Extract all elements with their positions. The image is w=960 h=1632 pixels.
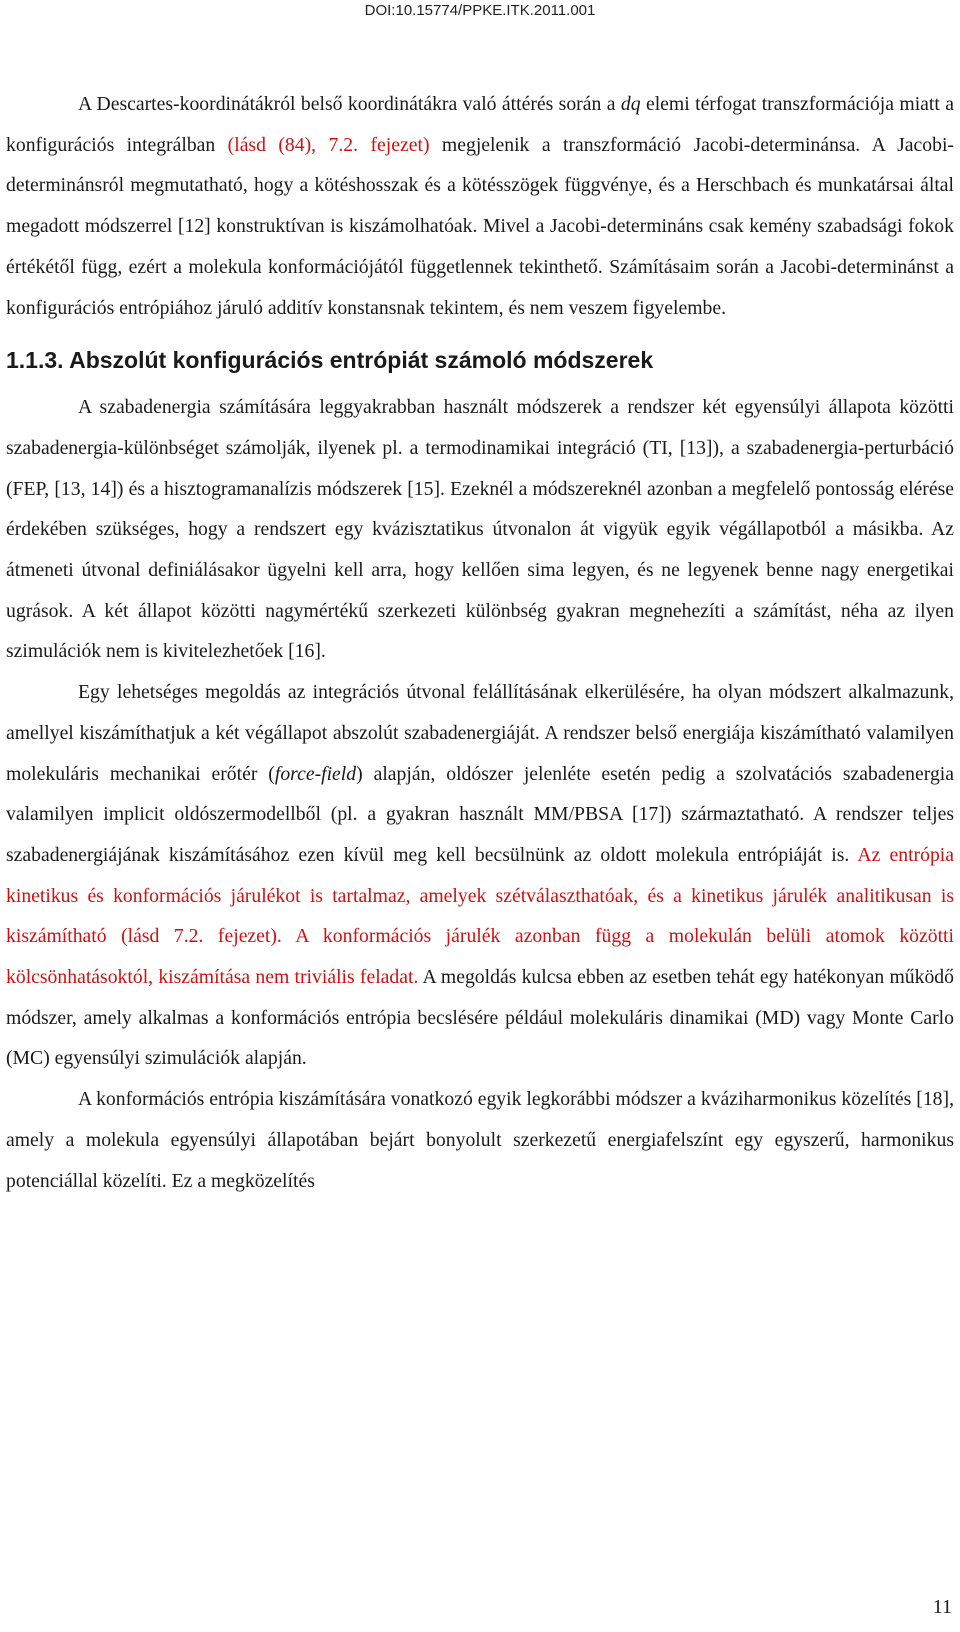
- text-run: 1.1.3. Abszolút konfigurációs entrópiát számoló módszerek: [6, 347, 654, 374]
- text-run: megjelenik a transzformáció Jacobi-determinánsa. A Jacobi-determinánsról megmutatható, hogy a kötéshosszak és a kötésszögek függvénye, és a Herschbach és munkatársai által megadott módszerrel [12] konstruktívan is kiszámolhatóak. Mivel a Jacobi-determináns csak kemény szabadsági fokok értékétől függ, ezért a molekula konformációjától függetlennek tekinthető. Számításaim során a Jacobi-determinánst a konfigurációs entrópiához járuló additív konstansnak tekintem, és nem veszem figyelembe.: [6, 133, 954, 319]
- document-body: [6, 84, 954, 1201]
- page-number: 11: [932, 1596, 952, 1618]
- text-run: elemi térfogat transzformációja miatt a konfigurációs integrálban: [6, 93, 954, 156]
- paragraph: [6, 387, 954, 672]
- section-heading: [6, 340, 954, 380]
- text-run: force-field: [274, 762, 357, 785]
- text-run: A Descartes-koordinátákról belső koordinátákra való áttérés során a: [78, 93, 621, 115]
- doi-header: DOI:10.15774/PPKE.ITK.2011.001: [364, 2, 596, 19]
- paragraph: [6, 672, 954, 1079]
- paragraph: [6, 1079, 954, 1201]
- text-run: A konformációs entrópia kiszámítására vonatkozó egyik legkorábbi módszer a kváziharmonikus közelítés [18], amely a molekula egyensúlyi állapotában bejárt bonyolult szerkezetű energiafelszínt egy egyszerű, harmonikus potenciállal közelíti. Ez a megközelítés: [6, 1088, 954, 1192]
- text-run: A szabadenergia számítására leggyakrabban használt módszerek a rendszer két egyensúlyi állapota közötti szabadenergia-különbséget számolják, ilyenek pl. a termodinamikai integráció (TI, [13]), a szabadenergia-perturbáció (FEP, [13, 14]) és a hisztogramanalízis módszerek [15]. Ezeknél a módszereknél azonban a megfelelő pontosság elérése érdekében szükséges, hogy a rendszert egy kvázisztatikus útvonalon át vigyük egyik végállapotból a másikba. Az átmeneti útvonal definiálásakor ügyelni kell arra, hogy kellően sima legyen, és ne legyenek benne nagy energetikai ugrások. A két állapot közötti nagymértékű szerkezeti különbség gyakran megnehezíti a számítást, néha az ilyen szimulációk nem is kivitelezhetőek [16].: [6, 396, 954, 663]
- highlighted-text: (lásd (84), 7.2. fejezet): [227, 133, 430, 156]
- highlighted-text: Az entrópia kinetikus és konformációs járulékot is tartalmaz, amelyek szétválaszthatóak, és a kinetikus járulék analitikusan is kiszámítható (lásd 7.2. fejezet). A konformációs járulék azonban függ a molekulán belüli atomok közötti kölcsönhatásoktól, kiszámítása nem triviális feladat.: [6, 843, 954, 989]
- text-run: Egy lehetséges megoldás az integrációs útvonal felállításának elkerülésére, ha olyan módszert alkalmazunk, amellyel kiszámíthatjuk a két végállapot abszolút szabadenergiáját. A rendszer belső energiája kiszámítható valamilyen molekuláris mechanikai erőtér (: [6, 681, 954, 785]
- text-run: A megoldás kulcsa ebben az esetben tehát egy hatékonyan működő módszer, amely alkalmas a konformációs entrópia becslésére például molekuláris dinamikai (MD) vagy Monte Carlo (MC) egyensúlyi szimulációk alapján.: [6, 966, 954, 1070]
- paragraph: [6, 84, 954, 328]
- text-run: ) alapján, oldószer jelenléte esetén pedig a szolvatációs szabadenergia valamilyen implicit oldószermodellből (pl. a gyakran használt MM/PBSA [17]) származtatható. A rendszer teljes szabadenergiájának kiszámításához ezen kívül meg kell becsülnünk az oldott molekula entrópiáját is.: [6, 762, 954, 866]
- text-run: dq: [620, 93, 641, 115]
